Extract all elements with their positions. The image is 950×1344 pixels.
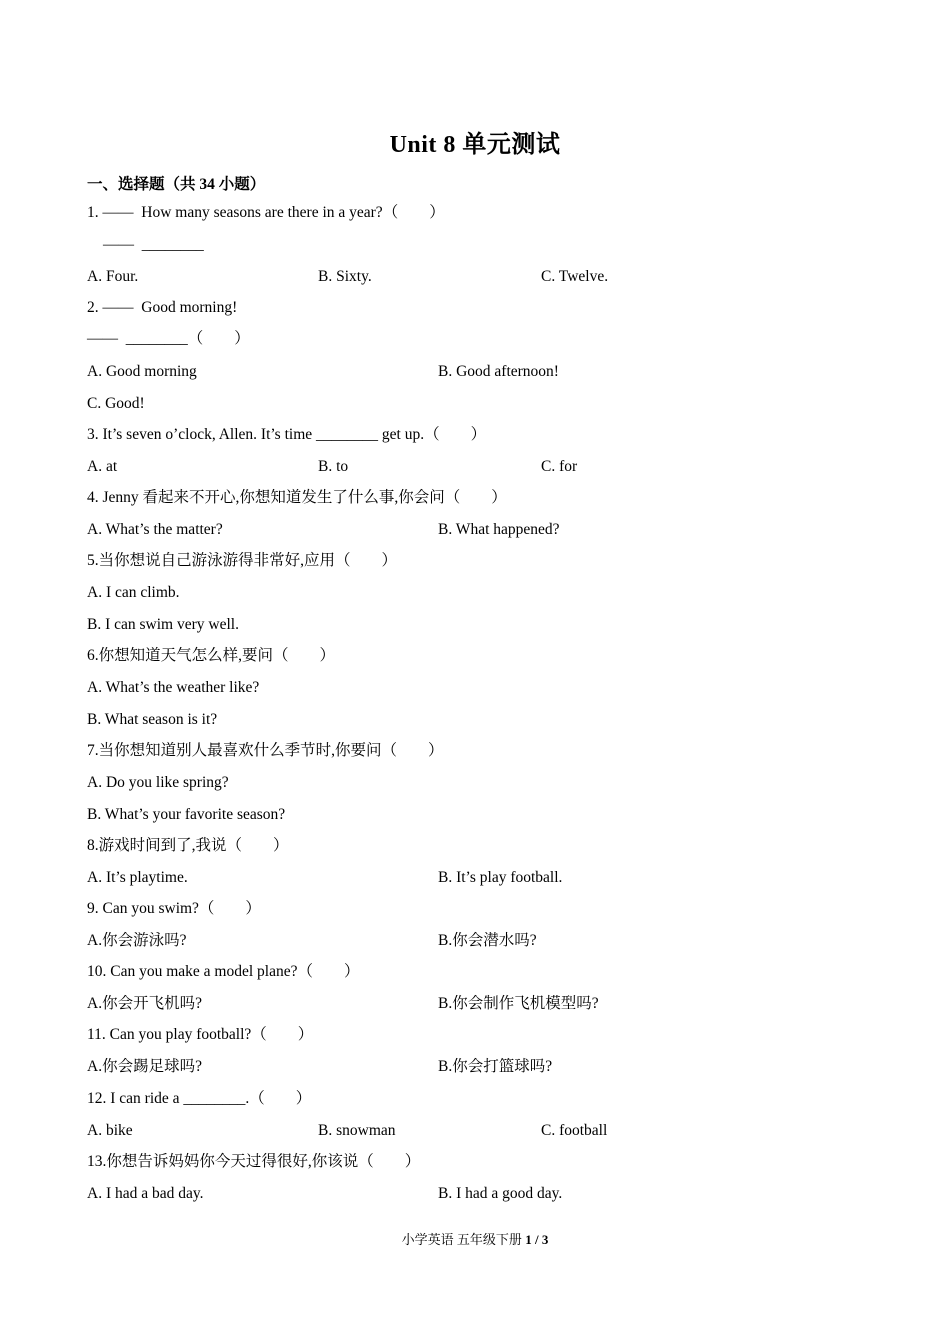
- question-5-option-a: A. I can climb.: [87, 584, 180, 601]
- question-4-option-a: A. What’s the matter?: [87, 521, 223, 538]
- question-12-option-a: A. bike: [87, 1122, 133, 1139]
- question-2-stem: 2. —— Good morning!: [87, 299, 238, 316]
- question-2-option-a: A. Good morning: [87, 363, 197, 380]
- question-5-option-b: B. I can swim very well.: [87, 616, 239, 633]
- footer-page-number: 1: [525, 1232, 532, 1247]
- question-8-option-b: B. It’s play football.: [438, 869, 563, 886]
- footer-separator: /: [531, 1232, 542, 1247]
- question-7-stem: 7.当你想知道别人最喜欢什么季节时,你要问（ ）: [87, 742, 444, 759]
- question-9-stem: 9. Can you swim?（ ）: [87, 900, 261, 917]
- question-7-option-b: B. What’s your favorite season?: [87, 806, 286, 823]
- footer-subject: 小学英语 五年级下册: [401, 1232, 526, 1247]
- question-4-option-b: B. What happened?: [438, 521, 560, 538]
- question-3-stem: 3. It’s seven o’clock, Allen. It’s time ________ get up.（ ）: [87, 426, 487, 443]
- question-13-option-a: A. I had a bad day.: [87, 1185, 204, 1202]
- question-10-option-a: A.你会开飞机吗?: [87, 995, 202, 1012]
- question-6-option-b: B. What season is it?: [87, 711, 218, 728]
- question-1-answer-line: —— ________: [103, 236, 204, 253]
- footer-page-total: 3: [541, 1232, 549, 1247]
- question-12-option-c: C. football: [541, 1122, 608, 1139]
- question-10-option-b: B.你会制作飞机模型吗?: [438, 995, 599, 1012]
- question-10-stem: 10. Can you make a model plane?（ ）: [87, 963, 360, 980]
- question-1-stem: 1. —— How many seasons are there in a year?（ ）: [87, 204, 445, 221]
- page-footer: [0, 1229, 950, 1248]
- section-heading: 一、选择题（共 34 小题）: [87, 176, 266, 193]
- question-6-stem: 6.你想知道天气怎么样,要问（ ）: [87, 647, 336, 664]
- question-11-stem: 11. Can you play football?（ ）: [87, 1026, 314, 1043]
- question-5-stem: 5.当你想说自己游泳游得非常好,应用（ ）: [87, 552, 398, 569]
- question-1-option-c: C. Twelve.: [541, 268, 609, 285]
- question-6-option-a: A. What’s the weather like?: [87, 679, 260, 696]
- question-2-option-b: B. Good afternoon!: [438, 363, 559, 380]
- question-13-stem: 13.你想告诉妈妈你今天过得很好,你该说（ ）: [87, 1153, 421, 1170]
- question-1-option-a: A. Four.: [87, 268, 139, 285]
- question-11-option-a: A.你会踢足球吗?: [87, 1058, 202, 1075]
- question-13-option-b: B. I had a good day.: [438, 1185, 563, 1202]
- question-2-option-c: C. Good!: [87, 395, 145, 412]
- question-1-option-b: B. Sixty.: [318, 268, 372, 285]
- question-9-option-a: A.你会游泳吗?: [87, 932, 187, 949]
- question-3-option-c: C. for: [541, 458, 578, 475]
- question-4-stem: 4. Jenny 看起来不开心,你想知道发生了什么事,你会问（ ）: [87, 489, 507, 506]
- question-3-option-b: B. to: [318, 458, 349, 475]
- question-9-option-b: B.你会潜水吗?: [438, 932, 537, 949]
- question-12-option-b: B. snowman: [318, 1122, 396, 1139]
- question-11-option-b: B.你会打篮球吗?: [438, 1058, 553, 1075]
- question-8-option-a: A. It’s playtime.: [87, 869, 188, 886]
- question-12-stem: 12. I can ride a ________.（ ）: [87, 1090, 312, 1107]
- document-title: Unit 8 单元测试: [389, 132, 561, 158]
- question-7-option-a: A. Do you like spring?: [87, 774, 229, 791]
- question-2-answer-line: —— ________（ ）: [87, 330, 250, 347]
- question-8-stem: 8.游戏时间到了,我说（ ）: [87, 837, 289, 854]
- question-3-option-a: A. at: [87, 458, 118, 475]
